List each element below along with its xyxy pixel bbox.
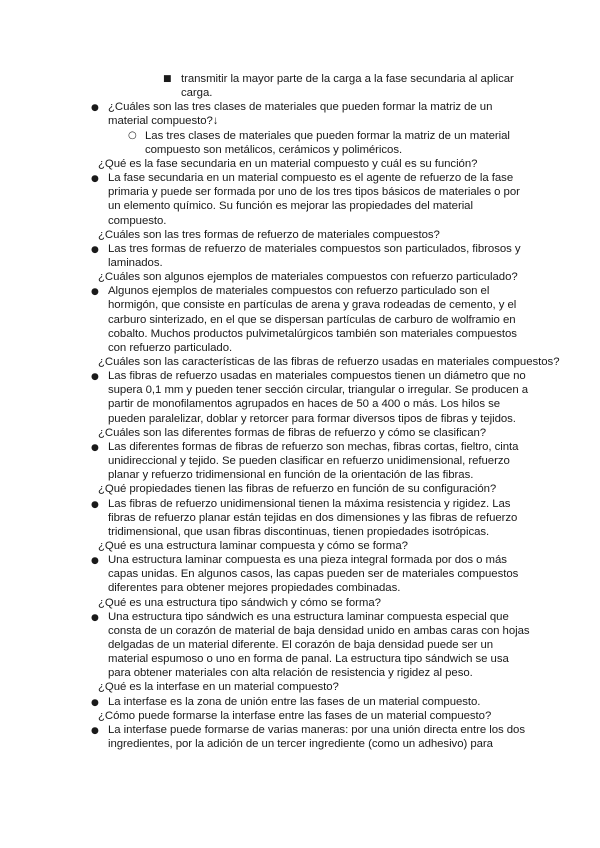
disc-bullet-icon: ● bbox=[91, 103, 99, 114]
question-line: ¿Qué es una estructura laminar compuesta y cómo se forma? bbox=[98, 539, 408, 552]
question-line: ¿Cuáles son las características de las fibras de refuerzo usadas en materiales compuestos? bbox=[98, 356, 560, 368]
disc-bullet-icon: ● bbox=[91, 442, 99, 453]
answer-line: Algunos ejemplos de materiales compuestos con refuerzo particulado son el bbox=[108, 285, 490, 298]
answer-line: material espumoso o uno en forma de panal. La estructura tipo sándwich se usa bbox=[108, 653, 509, 666]
disc-bullet-icon: ● bbox=[91, 372, 99, 383]
disc-bullet-icon: ● bbox=[91, 697, 99, 708]
answer-line: La interfase puede formarse de varias maneras: por una unión directa entre los dos bbox=[108, 723, 525, 736]
answer-line: compuesto son metálicos, cerámicos y poliméricos. bbox=[145, 143, 403, 156]
answer-line: tridimensional, que usan fibras discontinuas, tienen propiedades isotrópicas. bbox=[108, 525, 490, 538]
answer-line: La fase secundaria en un material compuesto es el agente de refuerzo de la fase bbox=[108, 172, 514, 185]
answer-line: partir de monofilamentos agrupados en haces de 50 a 400 o más. Los hilos se bbox=[108, 398, 501, 411]
answer-line: delgadas de un material diferente. El corazón de baja densidad puede ser un bbox=[108, 639, 494, 651]
disc-bullet-icon: ● bbox=[91, 499, 99, 510]
answer-line: Las fibras de refuerzo usadas en materiales compuestos tienen un diámetro que no bbox=[108, 370, 526, 383]
answer-line: Las diferentes formas de fibras de refuerzo son mechas, fibras cortas, fieltro, cinta bbox=[108, 440, 519, 453]
answer-line: compuesto. bbox=[108, 214, 167, 227]
answer-line: Una estructura laminar compuesta es una pieza integral formada por dos o más bbox=[108, 554, 507, 567]
answer-line: Las fibras de refuerzo unidimensional tienen la máxima resistencia y rigidez. Las bbox=[108, 497, 511, 510]
question-line: ¿Qué propiedades tienen las fibras de refuerzo en función de su configuración? bbox=[98, 483, 497, 496]
answer-line: material compuesto?↓ bbox=[108, 115, 219, 128]
answer-line: fibras de refuerzo planar están tejidas en dos dimensiones y las fibras de refuerzo bbox=[108, 511, 518, 524]
answer-line: hormigón, que consiste en partículas de arena y grava rodeadas de cemento, y el bbox=[108, 299, 517, 312]
square-bullet-icon: ■ bbox=[163, 74, 172, 84]
answer-line: Una estructura tipo sándwich es una estructura laminar compuesta especial que bbox=[108, 610, 509, 623]
question-line: ¿Qué es una estructura tipo sándwich y cómo se forma? bbox=[98, 596, 381, 609]
answer-line: unidireccional y tejido. Se pueden clasificar en refuerzo unidimensional, refuerzo bbox=[108, 455, 510, 468]
disc-bullet-icon: ● bbox=[91, 556, 99, 567]
question-line: ¿Qué es la fase secundaria en un material compuesto y cuál es su función? bbox=[98, 157, 478, 170]
answer-line: diferentes para obtener mejores propiedades combinadas. bbox=[108, 582, 401, 595]
disc-bullet-icon: ● bbox=[91, 725, 99, 736]
question-line: ¿Cuáles son las diferentes formas de fibras de refuerzo y cómo se clasifican? bbox=[98, 426, 487, 439]
answer-line: capas unidas. En algunos casos, las capas pueden ser de materiales compuestos bbox=[108, 568, 519, 581]
answer-line: laminados. bbox=[108, 256, 163, 269]
answer-line: un elemento químico. Su función es mejorar las propiedades del material bbox=[108, 200, 473, 213]
question-line: ¿Cómo puede formarse la interfase entre las fases de un material compuesto? bbox=[98, 709, 492, 722]
answer-line: Las tres formas de refuerzo de materiales compuestos son particulados, fibrosos y bbox=[108, 242, 521, 255]
answer-line: Las tres clases de materiales que pueden formar la matriz de un material bbox=[145, 129, 510, 142]
answer-line: planar y refuerzo tridimensional en función de la orientación de las fibras. bbox=[108, 469, 474, 482]
answer-line: cobalto. Muchos productos pulvimetalúrgicos también son materiales compuestos bbox=[108, 327, 517, 340]
circle-bullet-icon: ○ bbox=[128, 129, 137, 141]
disc-bullet-icon: ● bbox=[91, 287, 99, 298]
question-line: ¿Qué es la interfase en un material compuesto? bbox=[98, 681, 339, 694]
answer-line: carga. bbox=[181, 87, 213, 100]
answer-line: ingredientes, por la adición de un tercer ingrediente (como un adhesivo) para bbox=[108, 738, 493, 751]
question-line: ¿Cuáles son algunos ejemplos de materiales compuestos con refuerzo particulado? bbox=[98, 271, 518, 284]
disc-bullet-icon: ● bbox=[91, 612, 99, 623]
answer-line: consta de un corazón de material de baja densidad unido en ambas caras con hojas bbox=[108, 624, 530, 637]
answer-line: supera 0,1 mm y pueden tener sección circular, triangular o irregular. Se producen a bbox=[108, 384, 529, 397]
disc-bullet-icon: ● bbox=[91, 174, 99, 185]
answer-line: pueden paralelizar, doblar y retorcer para formar diversos tipos de fibras y tejidos. bbox=[108, 412, 516, 425]
answer-line: con refuerzo particulado. bbox=[108, 341, 233, 354]
answer-line: primaria y puede ser formada por uno de los tres tipos básicos de materiales o por bbox=[108, 186, 520, 199]
disc-bullet-icon: ● bbox=[91, 244, 99, 255]
answer-line: ¿Cuáles son las tres clases de materiales que pueden formar la matriz de un bbox=[108, 101, 493, 114]
answer-line: carburo sinterizado, en el que se dispersan partículas de carburo de wolframio en bbox=[108, 313, 516, 326]
answer-line: La interfase es la zona de unión entre las fases de un material compuesto. bbox=[108, 695, 481, 708]
answer-line: para obtener materiales con alta relación de resistencia y rigidez al peso. bbox=[108, 667, 473, 680]
question-line: ¿Cuáles son las tres formas de refuerzo de materiales compuestos? bbox=[98, 228, 440, 241]
answer-line: transmitir la mayor parte de la carga a la fase secundaria al aplicar bbox=[181, 73, 514, 85]
